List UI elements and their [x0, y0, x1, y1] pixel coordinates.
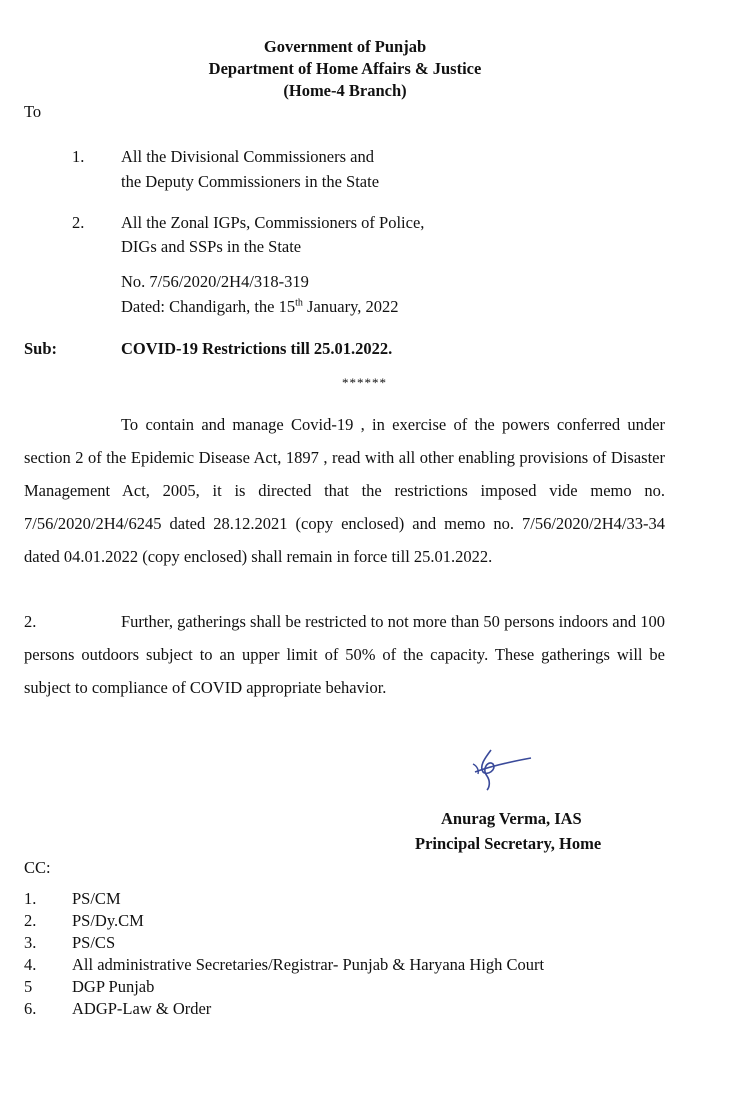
header-line-2: Department of Home Affairs & Justice — [208, 59, 482, 78]
cc-item-number: 4. — [24, 955, 37, 974]
cc-item-number: 5 — [24, 977, 33, 996]
recipient-2-number: 2. — [72, 213, 85, 232]
date-ordinal: th — [295, 297, 303, 309]
cc-item-number: 2. — [24, 911, 37, 930]
paragraph-2-number: 2. — [24, 612, 37, 631]
cc-item-text: PS/CM — [72, 889, 121, 908]
cc-item-text: All administrative Secretaries/Registrar- Punjab & Haryana High Court — [72, 955, 545, 974]
memo-number: No. 7/56/2020/2H4/318-319 — [121, 272, 309, 291]
cc-item-text: DGP Punjab — [72, 977, 155, 996]
recipient-2-line-1: All the Zonal IGPs, Commissioners of Police, — [121, 213, 425, 232]
recipient-1-line-2: the Deputy Commissioners in the State — [121, 172, 380, 191]
cc-item-text: PS/Dy.CM — [72, 911, 144, 930]
recipient-2-line-2: DIGs and SSPs in the State — [121, 237, 302, 256]
signatory-name: Anurag Verma, IAS — [441, 809, 582, 828]
to-label: To — [24, 102, 42, 121]
cc-item-text: PS/CS — [72, 933, 116, 952]
cc-item-number: 1. — [24, 889, 37, 908]
header-line-1: Government of Punjab — [263, 37, 427, 56]
signature-graphic — [465, 742, 535, 792]
recipient-1-number: 1. — [72, 147, 85, 166]
cc-item-text: ADGP-Law & Order — [72, 999, 212, 1018]
header-line-3: (Home-4 Branch) — [283, 81, 407, 100]
cc-item-number: 6. — [24, 999, 37, 1018]
separator: ****** — [342, 375, 387, 390]
paragraph-2: 2. Further, gatherings shall be restricted to not more than 50 persons indoors and 100 persons outdoors subject to an upper limit of 50% of the capacity. These gatherings will be subject to compliance of COVID appropriate behavior. — [24, 605, 665, 704]
cc-label: CC: — [24, 858, 51, 877]
signatory-title: Principal Secretary, Home — [415, 834, 602, 853]
memo-date: Dated: Chandigarh, the 15th January, 2022 — [121, 297, 399, 316]
subject-label: Sub: — [24, 339, 58, 358]
recipient-1-line-1: All the Divisional Commissioners and — [121, 147, 374, 166]
paragraph-1: To contain and manage Covid-19 , in exercise of the powers conferred under section 2 of the Epidemic Disease Act, 1897 , read with all other enabling provisions of Disaster Management Act, 2005, it is directed that the restrictions imposed vide memo no. 7/56/2020/2H4/6245 dated 28.12.2021 (copy enclosed) and memo no. 7/56/2020/2H4/33-34 dated 04.01.2022 (copy enclosed) shall remain in force till 25.01.2022. — [24, 415, 665, 566]
cc-item-number: 3. — [24, 933, 37, 952]
subject-text: COVID-19 Restrictions till 25.01.2022. — [121, 339, 393, 358]
